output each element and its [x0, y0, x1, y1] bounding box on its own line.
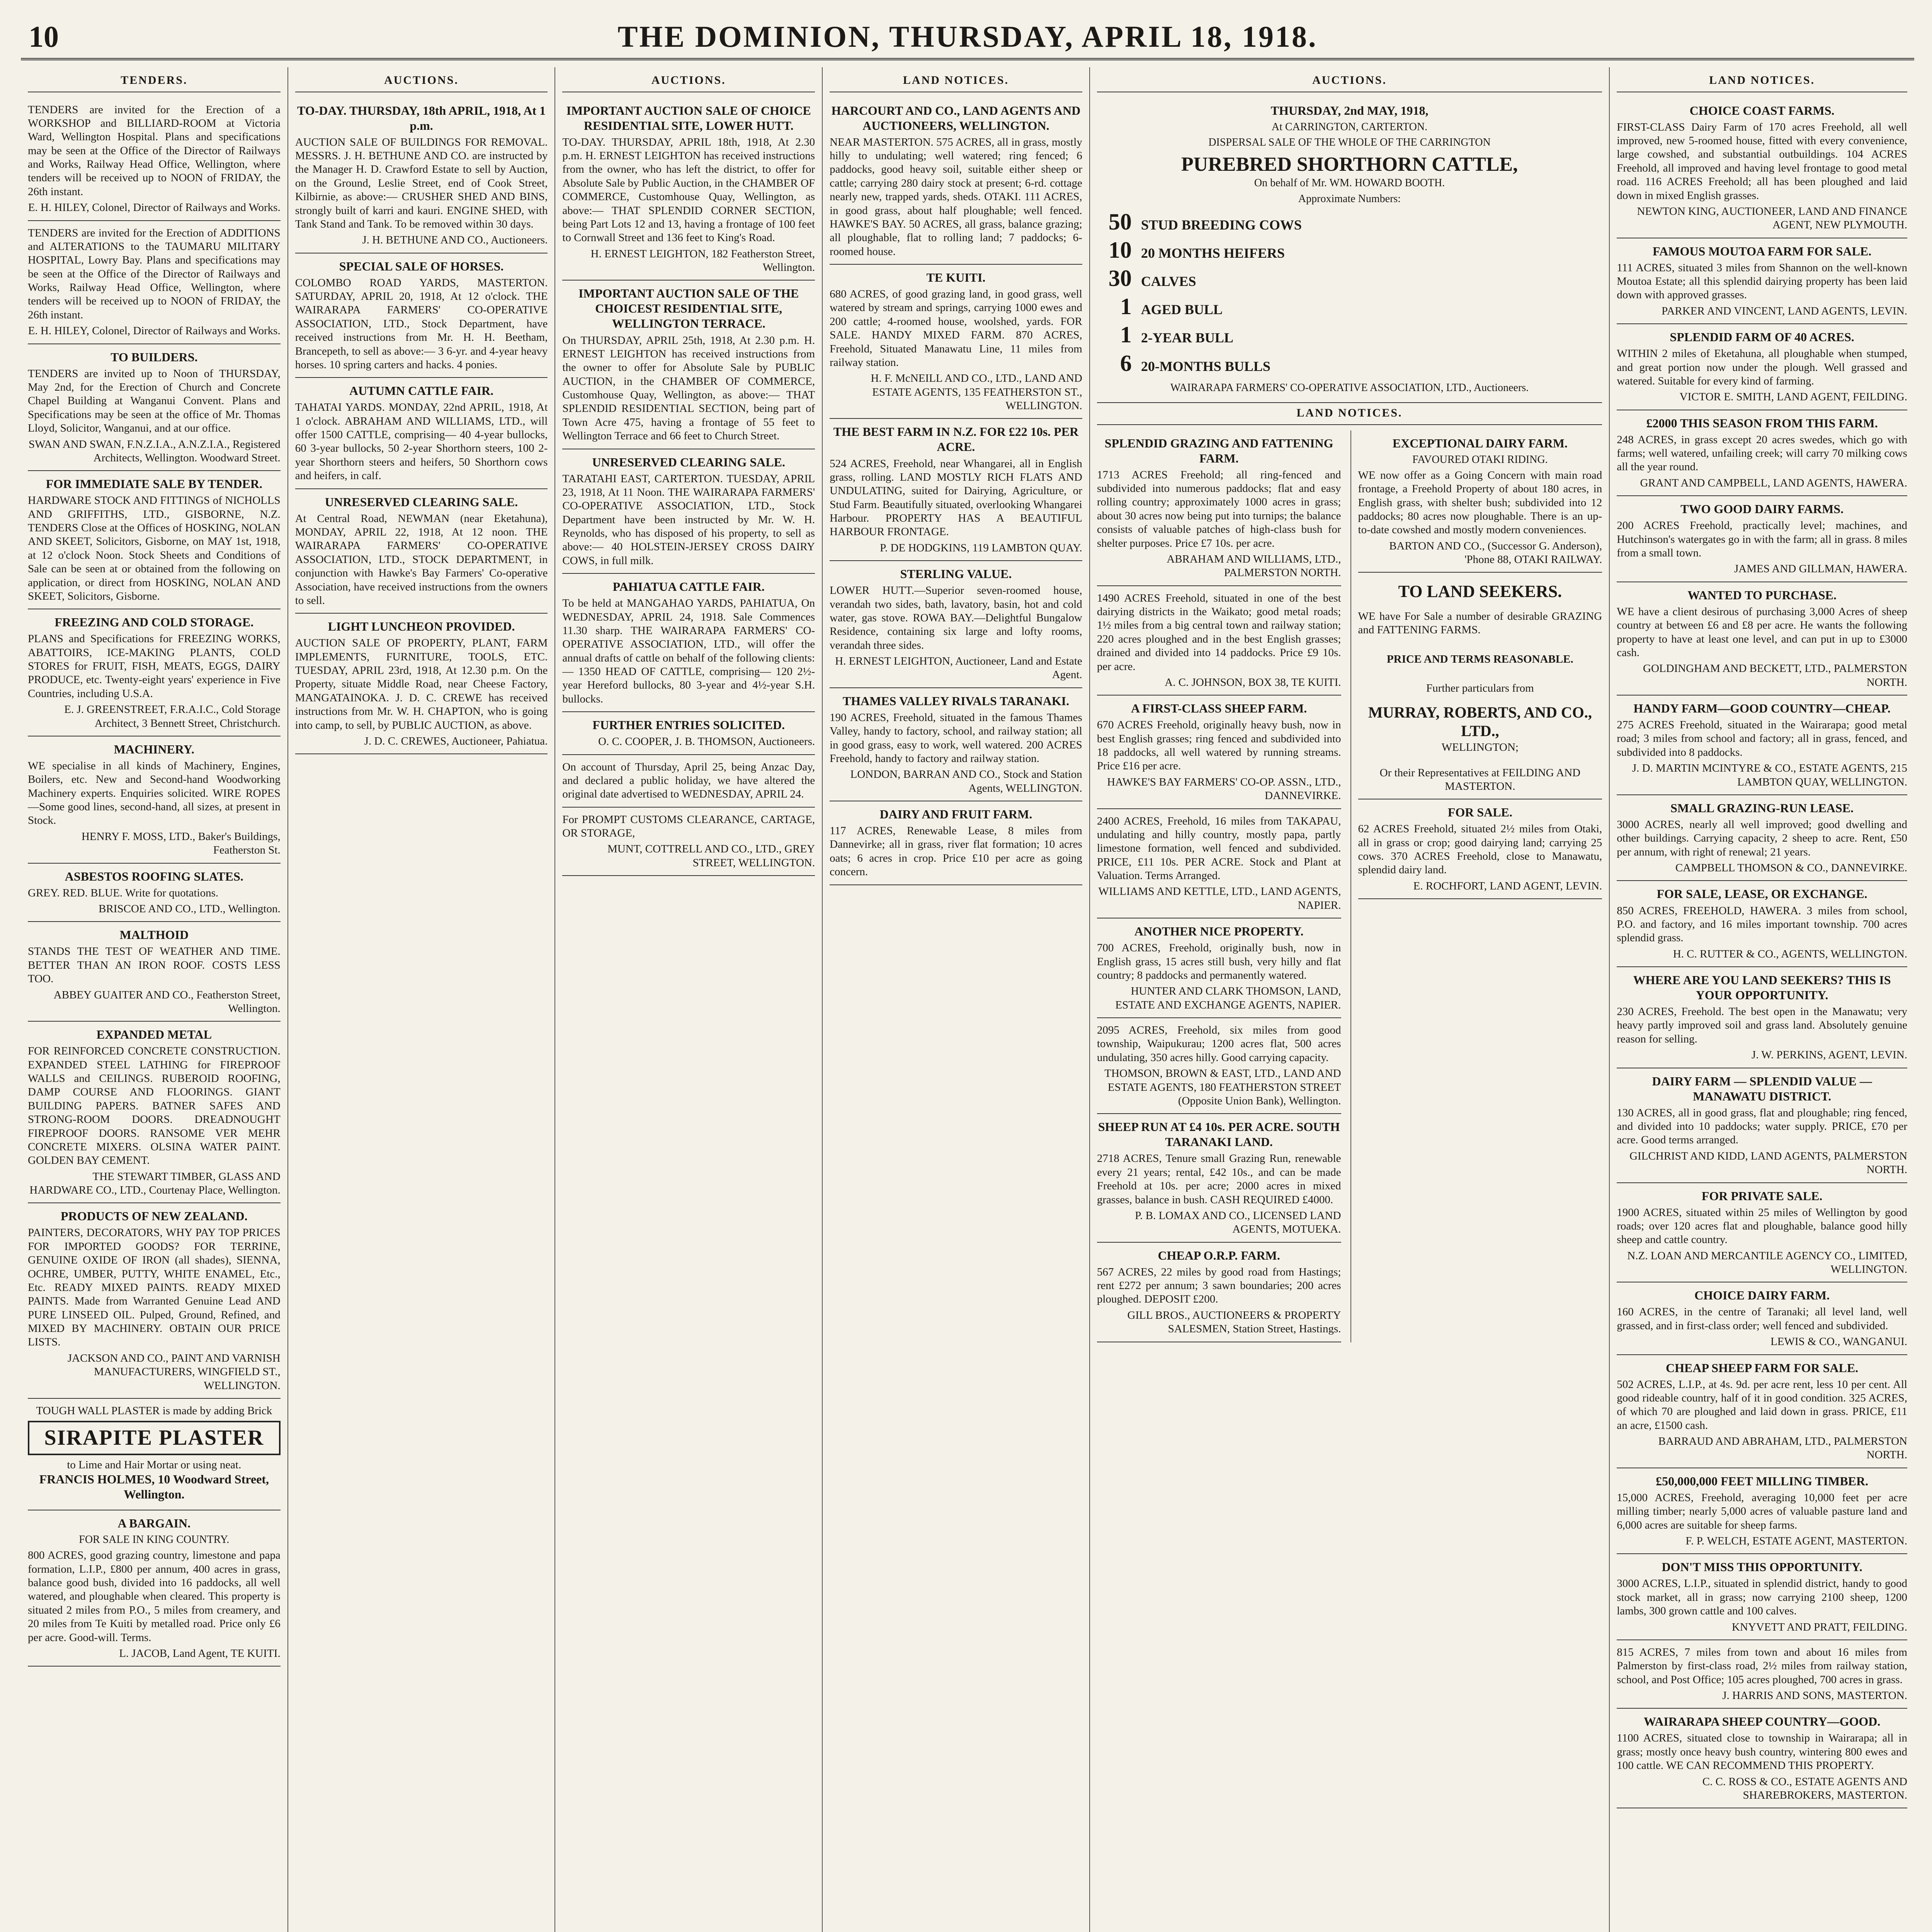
ad-body: At Central Road, NEWMAN (near Eketahuna), MONDAY, APRIL 22, 1918, At 12 noon. THE WAIRARAPA FARMERS' CO-OPERATIVE ASSOCIATION, LTD., STOCK DEPARTMENT, in conjunction with Hawke's Bay Farmers' Co-operative Association, have received instructions from the owners to sell. — [295, 512, 548, 607]
ad-body: 1100 ACRES, situated close to township in Wairarapa; all in grass; mostly once heavy bush country, wintering 800 ewes and 100 cattle. WE CAN RECOMMEND THIS PROPERTY. — [1617, 1732, 1907, 1772]
exceptional-dairy-ad — [1358, 430, 1602, 573]
advertisement — [830, 561, 1082, 688]
ad-signature: LEWIS & CO., WANGANUI. — [1770, 1335, 1907, 1348]
ad-title: CHEAP SHEEP FARM FOR SALE. — [1666, 1361, 1859, 1375]
shorthorn-sale-ad — [1097, 98, 1602, 403]
plaster-pre: TOUGH WALL PLASTER is made by adding Brick — [36, 1404, 272, 1417]
advertisement — [1097, 1018, 1341, 1114]
advertisement — [1097, 809, 1341, 919]
ad-title: ANOTHER NICE PROPERTY. — [1134, 924, 1304, 939]
ad-signature: O. C. COOPER, J. B. THOMSON, Auctioneers. — [598, 735, 815, 748]
ad-title: AUTUMN CATTLE FAIR. — [349, 384, 494, 398]
ad-signature: C. C. ROSS & CO., ESTATE AGENTS AND SHAREBROKERS, MASTERTON. — [1702, 1775, 1907, 1801]
herd-label: 20-MONTHS BULLS — [1141, 358, 1270, 374]
herd-item — [1097, 208, 1602, 236]
advertisement — [562, 449, 815, 574]
advertisement — [28, 1022, 281, 1203]
column-heading: TENDERS. — [28, 70, 281, 92]
for-sale-title: FOR SALE. — [1447, 805, 1512, 820]
ad-body: On THURSDAY, APRIL 25th, 1918, At 2.30 p.m. H. ERNEST LEIGHTON has received instructions from the owner to offer for Absolute Sale by PUBLIC AUCTION, in the CHAMBER OF COMMERCE, Customhouse Quay, Wellington, as above:— THAT SPLENDID RESIDENTIAL SECTION, being part of Town Acre 475, having a frontage of 55 feet to Wellington Terrace and 66 feet to Church Street. — [562, 334, 815, 442]
ad-signature: BARRAUD AND ABRAHAM, LTD., PALMERSTON NORTH. — [1658, 1435, 1907, 1461]
herd-count: 1 — [1120, 322, 1132, 348]
ad-title: FOR PRIVATE SALE. — [1701, 1189, 1823, 1203]
herd-count: 1 — [1120, 294, 1132, 320]
ad-signature: PARKER AND VINCENT, LAND AGENTS, LEVIN. — [1662, 304, 1907, 317]
ad-title: £50,000,000 FEET MILLING TIMBER. — [1656, 1474, 1869, 1488]
exceptional-sub: FAVOURED OTAKI RIDING. — [1412, 453, 1548, 466]
ad-title: SPECIAL SALE OF HORSES. — [339, 259, 504, 273]
ad-signature: CAMPBELL THOMSON & CO., DANNEVIRKE. — [1675, 862, 1907, 874]
advertisement — [1097, 1243, 1341, 1342]
ad-body: 670 ACRES Freehold, originally heavy bush, now in best English grasses; ring fenced and subdivided into 18 paddocks, all well watered by running streams. Price £16 per acre. — [1097, 719, 1341, 772]
ad-body: 850 ACRES, FREEHOLD, HAWERA. 3 miles from school, P.O. and factory, and 16 miles important township. 700 acres splendid grass. — [1617, 904, 1907, 944]
column-land-notices-1 — [823, 67, 1090, 1932]
advertisement — [1617, 1640, 1907, 1709]
ad-body: 1490 ACRES Freehold, situated in one of the best dairying districts in the Waikato; good metal roads; 1½ miles from a big central town and railway station; 220 acres ploughed and in the best English grasses; drained and divided into 14 paddocks. Price £9 10s. per acre. — [1097, 592, 1341, 673]
column-heading: AUCTIONS. — [562, 70, 815, 92]
ad-signature: H. ERNEST LEIGHTON, 182 Featherston Street, Wellington. — [590, 247, 815, 274]
ad-title: CHOICE COAST FARMS. — [1689, 103, 1835, 117]
ad-body: 160 ACRES, in the centre of Taranaki; all level land, well grassed, and in first-class order; well fenced and subdivided. — [1617, 1306, 1907, 1332]
ad-signature: E. H. HILEY, Colonel, Director of Railways and Works. — [28, 325, 281, 337]
ad-title: SHEEP RUN AT £4 10s. PER ACRE. SOUTH TARANAKI LAND. — [1098, 1120, 1340, 1149]
ad-body: 680 ACRES, of good grazing land, in good grass, well watered by stream and springs, carrying 1000 ewes and 200 cattle; 4-roomed house, woolshed, yards. FOR SALE. HANDY MIXED FARM. 870 ACRES, Freehold, Situated Manawatu Line, 11 miles from railway station. — [830, 288, 1082, 369]
ad-signature: HAWKE'S BAY FARMERS' CO-OP. ASSN., LTD., DANNEVIRKE. — [1107, 776, 1341, 802]
advertisement — [295, 614, 548, 754]
ad-title: WHERE ARE YOU LAND SEEKERS? THIS IS YOUR OPPORTUNITY. — [1633, 973, 1891, 1002]
ad-signature: HUNTER AND CLARK THOMSON, LAND, ESTATE AND EXCHANGE AGENTS, NAPIER. — [1115, 985, 1341, 1011]
ad-title: THAMES VALLEY RIVALS TARANAKI. — [842, 694, 1070, 708]
herd-signature: WAIRARAPA FARMERS' CO-OPERATIVE ASSOCIATION, LTD., Auctioneers. — [1170, 381, 1529, 394]
column-auctions-1 — [288, 67, 556, 1932]
ad-signature: F. P. WELCH, ESTATE AGENT, MASTERTON. — [1685, 1535, 1907, 1547]
ad-body: 2400 ACRES, Freehold, 16 miles from TAKAPAU, undulating and hilly country, mostly papa, partly limestone formation, well fenced and subdivided. PRICE, £11 10s. PER ACRE. Stock and Plant at Valuation. Terms Arranged. — [1097, 815, 1341, 882]
ad-signature: JACKSON AND CO., PAINT AND VARNISH MANUFACTURERS, WINGFIELD ST., WELLINGTON. — [67, 1352, 281, 1392]
advertisement — [1617, 881, 1907, 967]
herd-dispersal: DISPERSAL SALE OF THE WHOLE OF THE CARRINGTON — [1208, 136, 1491, 148]
ad-body: 1900 ACRES, situated within 25 miles of Wellington by good roads; over 120 acres flat and ploughable, balance good hilly sheep and cattle country. — [1617, 1206, 1907, 1246]
ad-title: £2000 THIS SEASON FROM THIS FARM. — [1646, 416, 1878, 430]
plaster-post: to Lime and Hair Mortar or using neat. — [67, 1458, 242, 1471]
advertisement — [562, 281, 815, 449]
ad-title: TE KUITI. — [926, 270, 986, 285]
advertisement — [1617, 795, 1907, 881]
ad-body: For PROMPT CUSTOMS CLEARANCE, CARTAGE, OR STORAGE, — [562, 813, 815, 840]
advertisement — [562, 574, 815, 712]
herd-count: 30 — [1108, 265, 1132, 291]
masthead — [21, 12, 1914, 60]
ad-signature: J. D. MARTIN MCINTYRE & CO., ESTATE AGENTS, 215 LAMBTON QUAY, WELLINGTON. — [1632, 762, 1907, 788]
ad-body: 117 ACRES, Renewable Lease, 8 miles from Dannevirke; all in grass, river flat formation; 10 acres oats; 6 acres in crop. Price £10 per acre as going concern. — [830, 825, 1082, 878]
advertisement — [1617, 582, 1907, 696]
herd-date: THURSDAY, 2nd MAY, 1918, — [1270, 103, 1429, 117]
advertisement — [1097, 696, 1341, 809]
advertisement — [28, 221, 281, 344]
ad-signature: J. W. PERKINS, AGENT, LEVIN. — [1751, 1049, 1907, 1061]
advertisement — [295, 253, 548, 378]
ad-body: PLANS and Specifications for FREEZING WORKS, ABATTOIRS, ICE-MAKING PLANTS, COLD STORES for FRUIT, FISH, MEATS, EGGS, DAIRY PRODUCE, etc. Twenty-eight years' experience in Five Countries, including U.S.A. — [28, 633, 281, 700]
ad-body: HARDWARE STOCK AND FITTINGS of NICHOLLS AND GRIFFITHS, LTD., GISBORNE, N.Z. TENDERS Close at the Offices of HOSKING, NOLAN AND SKEET, Solicitors, Gisborne, on MAY 1st, 1918, at 12 o'clock Noon. Stock Sheets and Conditions of Sale can be seen at or obtained from the following on application, or direct from HOSKING, NOLAN AND SKEET, Solicitors, Gisborne. — [28, 494, 281, 602]
bargain-body: 800 ACRES, good grazing country, limestone and papa formation, L.I.P., £800 per annum, 400 acres in grass, balance good bush, divided into 16 paddocks, all well watered, and ploughable when cleared. This property is situated 2 miles from P.O., 5 miles from creamery, and 20 miles from Te Kuiti by metalled road. Price only £6 per acre. Good-will. Terms. — [28, 1549, 281, 1644]
advertisement — [562, 712, 815, 755]
ad-signature: ABRAHAM AND WILLIAMS, LTD., PALMERSTON NORTH. — [1167, 553, 1341, 579]
advertisement — [1617, 1068, 1907, 1183]
advertisement — [28, 736, 281, 864]
ad-body: NEAR MASTERTON. 575 ACRES, all in grass, mostly hilly to undulating; well watered; ring fenced; 6 paddocks, good heavy soil, suitable either sheep or cattle; carrying 280 dairy stock at present; 6-rd. cottage nearly new, trapped yards, sheds. OTAKI. 111 ACRES, in good grass, about half ploughable; well fenced. HAWKE'S BAY. 50 ACRES, all grass, balance grazing; all ploughable, flat to rolling land; 7 paddocks; 6-roomed house. — [830, 136, 1082, 258]
split-area — [1097, 430, 1602, 1342]
ad-title: SPLENDID FARM OF 40 ACRES. — [1670, 330, 1854, 344]
herd-item — [1097, 349, 1602, 378]
herd-item — [1097, 321, 1602, 349]
herd-approx: Approximate Numbers: — [1298, 192, 1401, 205]
ad-signature: A. C. JOHNSON, BOX 38, TE KUITI. — [1165, 676, 1341, 689]
ad-title: ASBESTOS ROOFING SLATES. — [65, 869, 243, 883]
ad-body: FIRST-CLASS Dairy Farm of 170 acres Freehold, all well improved, new 5-roomed house, fitted with every convenience, large cowshed, and substantial outbuildings. 104 ACRES Freehold, all improved and having level frontage to good metal road. 116 ACRES Freehold; all has been ploughed and laid down in mixed English grasses. — [1617, 121, 1907, 202]
ad-signature: SWAN AND SWAN, F.N.Z.I.A., A.N.Z.I.A., Registered Architects, Wellington. Woodward Street. — [28, 438, 281, 464]
ad-title: MACHINERY. — [114, 742, 195, 756]
herd-list — [1097, 208, 1602, 378]
ad-title: EXPANDED METAL — [96, 1027, 212, 1042]
ad-title: UNRESERVED CLEARING SALE. — [325, 495, 518, 509]
plaster-ad — [28, 1399, 281, 1510]
ad-body: TO-DAY. THURSDAY, APRIL 18th, 1918, At 2.30 p.m. H. ERNEST LEIGHTON has received instructions from the owner, who has left the district, to offer for Absolute Sale by Public Auction, in the CHAMBER OF COMMERCE, Customhouse Quay, Wellington, as above:— THAT SPLENDID CORNER SECTION, being Part Lots 12 and 13, having a frontage of 100 feet to Cornwall Street and 136 feet to King's Road. — [562, 136, 815, 244]
page-number: 10 — [29, 20, 59, 53]
ad-signature: E. H. HILEY, Colonel, Director of Railways and Works. — [28, 201, 281, 214]
ad-title: LIGHT LUNCHEON PROVIDED. — [328, 619, 515, 634]
ad-body: LOWER HUTT.—Superior seven-roomed house, verandah two sides, bath, lavatory, basin, hot and cold water, gas stove. ROWA BAY.—Delightful Bungalow Residence, containing six large and lofty rooms, verandah three sides. — [830, 584, 1082, 651]
ad-signature: KNYVETT AND PRATT, FEILDING. — [1731, 1621, 1907, 1633]
ad-body: 190 ACRES, Freehold, situated in the famous Thames Valley, handy to factory, school, and railway station; all in good grass, easy to work, well watered. 200 ACRES Freehold, handy to factory and railway station. — [830, 711, 1082, 765]
ad-title: IMPORTANT AUCTION SALE OF CHOICE RESIDENTIAL SITE, LOWER HUTT. — [566, 103, 811, 133]
ad-title: WANTED TO PURCHASE. — [1687, 588, 1837, 602]
column-auctions-2 — [555, 67, 823, 1932]
ad-list — [295, 98, 548, 755]
plaster-maker: FRANCIS HOLMES, 10 Woodward Street, Wellington. — [39, 1472, 269, 1502]
ad-body: WE specialise in all kinds of Machinery, Engines, Boilers, etc. New and Second-hand Woodworking Machinery experts. Enquiries solicited. WIRE ROPES—Some good lines, second-hand, all sizes, at present in Stock. — [28, 759, 281, 827]
ad-body: TENDERS are invited for the Erection of a WORKSHOP and BILLIARD-ROOM at Victoria Ward, Wellington Hospital. Plans and specifications may be seen at the Office of the Director of Railways and Works, Railway Head Office, Wellington, where tenders will be received up to NOON of FRIDAY, the 26th instant. — [28, 103, 281, 198]
ad-signature: BRISCOE AND CO., LTD., Wellington. — [99, 903, 281, 915]
ad-body: TENDERS are invited up to Noon of THURSDAY, May 2nd, for the Erection of Church and Concrete Chapel Building at Wanganui Convent. Plans and Specifications may be seen at the office of Mr. Thomas Lloyd, Solicitor, Wanganui, and at our office. — [28, 367, 281, 435]
ad-body: 815 ACRES, 7 miles from town and about 16 miles from Palmerston by first-class road, 2½ miles from railway station, school, and Post Office; 105 acres ploughed, 700 acres in grass. — [1617, 1646, 1907, 1686]
advertisement — [1617, 238, 1907, 325]
advertisement — [1617, 410, 1907, 497]
bargain-title: A BARGAIN. — [117, 1516, 191, 1531]
ad-signature: H. F. McNEILL AND CO., LTD., LAND AND ESTATE AGENTS, 135 FEATHERSTON ST., WELLINGTON. — [871, 372, 1082, 412]
ad-title: IMPORTANT AUCTION SALE OF THE CHOICEST RESIDENTIAL SITE, WELLINGTON TERRACE. — [578, 286, 799, 331]
ad-signature: JAMES AND GILLMAN, HAWERA. — [1734, 563, 1907, 575]
ad-title: TO BUILDERS. — [111, 350, 198, 364]
ad-body: AUCTION SALE OF PROPERTY, PLANT, FARM IMPLEMENTS, FURNITURE, TOOLS, ETC. TUESDAY, APRIL 23rd, 1918, At 12.30 p.m. On the Property, situate Middle Road, near Cheese Factory, MANGATAINOKA. J. D. C. CREWE has received instructions from Mr. W. H. CHAPTON, who is going into camp, to sell, by PUBLIC AUCTION, as above. — [295, 637, 548, 731]
ad-body: 3000 ACRES, L.I.P., situated in splendid district, handy to good stock market, all in grass; now carrying 2100 sheep, 1200 lambs, 300 grown cattle and 100 calves. — [1617, 1577, 1907, 1617]
column-auctions-land — [1090, 67, 1610, 1932]
herd-item — [1097, 264, 1602, 293]
ad-body: 230 ACRES, Freehold. The best open in the Manawatu; very heavy partly improved soil and grass land. Absolutely genuine reason for selling. — [1617, 1005, 1907, 1045]
ad-body: TAHATAI YARDS. MONDAY, 22nd APRIL, 1918, At 1 o'clock. ABRAHAM AND WILLIAMS, LTD., will offer 1500 CATTLE, comprising— 40 4-year bullocks, 60 3-year bullocks, 50 2-year Shorthorn steers, 100 2-year Shorthorn steers and heifers, 50 Shorthorn cows and heifers, in calf. — [295, 401, 548, 482]
ad-title: FAMOUS MOUTOA FARM FOR SALE. — [1652, 244, 1872, 258]
column-heading: AUCTIONS. — [295, 70, 548, 92]
ad-signature: J. D. C. CREWES, Auctioneer, Pahiatua. — [364, 735, 548, 747]
exceptional-body: WE now offer as a Going Concern with main road frontage, a Freehold Property of about 180 acres, in English grass, with shelter bush; subdivided into 12 paddocks; 80 acres now ploughable. There is an up-to-date cowshed and mostly modern conveniences. — [1358, 469, 1602, 536]
ad-title: MALTHOID — [119, 928, 189, 942]
advertisement — [295, 98, 548, 253]
ad-signature: H. ERNEST LEIGHTON, Auctioneer, Land and Estate Agent. — [835, 655, 1082, 681]
ad-signature: H. C. RUTTER & CO., AGENTS, WELLINGTON. — [1673, 947, 1907, 960]
ad-title: HARCOURT AND CO., LAND AGENTS AND AUCTIONEERS, WELLINGTON. — [831, 103, 1081, 133]
column-tenders — [21, 67, 288, 1932]
ad-signature: J. H. BETHUNE AND CO., Auctioneers. — [362, 234, 548, 247]
ad-body: 567 ACRES, 22 miles by good road from Hastings; rent £272 per annum; 3 sawn boundaries; 200 acres ploughed. DEPOSIT £200. — [1097, 1265, 1341, 1306]
ad-title: DAIRY AND FRUIT FARM. — [879, 807, 1032, 821]
herd-label: STUD BREEDING COWS — [1141, 217, 1302, 233]
ad-signature: LONDON, BARRAN AND CO., Stock and Station Agents, WELLINGTON. — [850, 768, 1082, 794]
land-seekers-ad — [1358, 573, 1602, 799]
ad-body: GREY. RED. BLUE. Write for quotations. — [28, 886, 219, 899]
ad-title: SMALL GRAZING-RUN LEASE. — [1670, 801, 1854, 815]
ad-title: UNRESERVED CLEARING SALE. — [592, 455, 785, 469]
ad-list — [830, 98, 1082, 885]
right-subcolumn — [1350, 430, 1602, 1342]
herd-count: 10 — [1108, 237, 1132, 263]
ad-title: PAHIATUA CATTLE FAIR. — [612, 580, 765, 594]
bargain-signature: L. JACOB, Land Agent, TE KUITI. — [119, 1647, 281, 1660]
columns — [21, 67, 1914, 1932]
advertisement — [1097, 1114, 1341, 1242]
ad-title: A FIRST-CLASS SHEEP FARM. — [1131, 701, 1307, 716]
ad-body: WE have a client desirous of purchasing 3,000 Acres of sheep country at between £6 and £8 per acre. He wants the following property to have at least one level, and can put in up to £3000 cash. — [1617, 605, 1907, 659]
ad-title: THE BEST FARM IN N.Z. FOR £22 10s. PER ACRE. — [833, 425, 1079, 454]
ad-body: 200 ACRES Freehold, practically level; machines, and Hutchinson's watergates go in with the farm; all in grass. 8 miles from a small town. — [1617, 519, 1907, 559]
ad-title: PRODUCTS OF NEW ZEALAND. — [61, 1209, 248, 1223]
seekers-representatives: Or their Representatives at FEILDING AND MASTERTON. — [1379, 766, 1581, 793]
advertisement — [28, 922, 281, 1022]
ad-body: 15,000 ACRES, Freehold, averaging 10,000 feet per acre milling timber; nearly 5,000 acres of valuable pasture land and 6,000 acres are suitable for sheep farms. — [1617, 1491, 1907, 1531]
advertisement — [1617, 1282, 1907, 1355]
herd-count: 50 — [1108, 209, 1132, 235]
advertisement — [562, 755, 815, 808]
ad-body: To be held at MANGAHAO YARDS, PAHIATUA, On WEDNESDAY, APRIL 24, 1918. Sale Commences 11.30 sharp. THE WAIRARAPA FARMERS' CO-OPERATIVE ASSOCIATION, LTD., will offer the annual drafts of cattle on behalf of the following clients:— 1350 HEAD OF CATTLE, comprising— 120 2½-year Hereford bullocks, 80 3-year and 4½-year S.H. bullocks. — [562, 597, 815, 705]
ad-title: CHEAP O.R.P. FARM. — [1158, 1248, 1280, 1262]
ad-signature: J. HARRIS AND SONS, MASTERTON. — [1722, 1689, 1907, 1702]
ad-body: 248 ACRES, in grass except 20 acres swedes, which go with farms; well watered, unfailing creek; will carry 70 milking cows all the year round. — [1617, 433, 1907, 473]
ad-body: 130 ACRES, all in good grass, flat and ploughable; ring fenced, and divided into 10 paddocks; water supply. PRICE, £70 per acre. Good terms arranged. — [1617, 1106, 1907, 1146]
advertisement — [1617, 324, 1907, 410]
ad-body: AUCTION SALE OF BUILDINGS FOR REMOVAL. MESSRS. J. H. BETHUNE AND CO. are instructed by the Manager H. D. Crawford Estate to sell by Auction, on the Ground, Leslie Street, end of Cook Street, Kilbirnie, as above:— CRUSHER SHED AND BINS, strongly built of karri and kauri. ENGINE SHED, with Tank Stand and Tank. To be removed within 30 days. — [295, 136, 548, 230]
seekers-body: WE have For Sale a number of desirable GRAZING and FATTENING FARMS. — [1358, 610, 1602, 636]
advertisement — [1097, 586, 1341, 696]
ad-body: On account of Thursday, April 25, being Anzac Day, and declared a public holiday, we have altered the original date advertised to WEDNESDAY, APRIL 24. — [562, 760, 815, 801]
exceptional-signature: BARTON AND CO., (Successor G. Anderson), 'Phone 88, OTAKI RAILWAY. — [1389, 539, 1602, 566]
ad-body: TARATAHI EAST, CARTERTON. TUESDAY, APRIL 23, 1918, At 11 Noon. THE WAIRARAPA FARMERS' CO-OPERATIVE ASSOCIATION, LTD., Stock Department have been instructed by Mr. W. H. Reynolds, who has disposed of his property, to sell as above:— 40 HOLSTEIN-JERSEY CROSS DAIRY COWS, in full milk. — [562, 472, 815, 567]
ad-signature: WILLIAMS AND KETTLE, LTD., LAND AGENTS, NAPIER. — [1098, 885, 1341, 912]
ad-body: 275 ACRES Freehold, situated in the Wairarapa; good metal road; 3 miles from school and factory; all in grass, fenced, and subdivided into 8 paddocks. — [1617, 719, 1907, 759]
advertisement — [830, 688, 1082, 801]
advertisement — [830, 801, 1082, 885]
ad-body: 502 ACRES, L.I.P., at 4s. 9d. per acre rent, less 10 per cent. All good rideable country, half of it in good condition. 325 ACRES, of which 70 are ploughed and laid down in grass. PRICE, £11 an acre, £1500 cash. — [1617, 1378, 1907, 1432]
ad-list — [562, 98, 815, 876]
advertisement — [1617, 496, 1907, 582]
ad-signature: MUNT, COTTRELL AND CO., LTD., GREY STREET, WELLINGTON. — [607, 843, 815, 869]
column-land-notices-2 — [1610, 67, 1914, 1932]
ad-signature: THE STEWART TIMBER, GLASS AND HARDWARE CO., LTD., Courtenay Place, Wellington. — [29, 1170, 281, 1197]
for-sale-body: 62 ACRES Freehold, situated 2½ miles from Otaki, all in grass or crop; good dairying land; carrying 25 cows. 370 ACRES Freehold, close to Manawatu, splendid dairy land. — [1358, 823, 1602, 876]
advertisement — [295, 378, 548, 489]
ad-body: 1713 ACRES Freehold; all ring-fenced and subdivided into numerous paddocks; flat and easy rolling country; approximately 1000 acres in grass; about 30 acres now being put into turnips; the balance consists of valuable patches of high-class bush for shelter purposes. Price £7 10s. per acre. — [1097, 468, 1341, 549]
ad-body: STANDS THE TEST OF WEATHER AND TIME. BETTER THAN AN IRON ROOF. COSTS LESS TOO. — [28, 945, 281, 985]
advertisement — [1617, 1709, 1907, 1808]
seekers-place: WELLINGTON; — [1441, 741, 1519, 754]
ad-signature: GOLDINGHAM AND BECKETT, LTD., PALMERSTON NORTH. — [1643, 662, 1907, 689]
ad-title: TO-DAY. THURSDAY, 18th APRIL, 1918, At 1 p.m. — [297, 103, 546, 133]
ad-signature: E. J. GREENSTREET, F.R.A.I.C., Cold Storage Architect, 3 Bennett Street, Christchurch. — [64, 703, 281, 730]
ad-body: 3000 ACRES, nearly all well improved; good dwelling and other buildings. Carrying capacity, 2 sheep to acre. Rent, £50 per annum, with right of renewal; 21 years. — [1617, 818, 1907, 858]
ad-list — [1617, 98, 1907, 1809]
herd-item — [1097, 236, 1602, 264]
ad-signature: ABBEY GUAITER AND CO., Featherston Street, Wellington. — [53, 988, 281, 1015]
ad-signature: HENRY F. MOSS, LTD., Baker's Buildings, Featherston St. — [81, 830, 281, 857]
ad-body: 2095 ACRES, Freehold, six miles from good township, Waipukurau; 1200 acres flat, 500 acres undulating, 350 acres hilly. Good carrying capacity. — [1097, 1024, 1341, 1064]
ad-signature: GILCHRIST AND KIDD, LAND AGENTS, PALMERSTON NORTH. — [1629, 1150, 1907, 1176]
ad-body: FOR REINFORCED CONCRETE CONSTRUCTION. EXPANDED STEEL LATHING for FIREPROOF WALLS and CEILINGS. RUBEROID ROOFING, DAMP COURSE AND FLOORINGS. GIANT BUILDING PAPERS. BATNER SAFES AND STRONG-ROOM DOORS. DREADNOUGHT FIREPROOF DOORS. RANSOME VER MEHR CONCRETE MIXERS. OLSINA WATER PAINT. GOLDEN BAY CEMENT. — [28, 1045, 281, 1167]
herd-label: CALVES — [1141, 274, 1196, 289]
ad-signature: THOMSON, BROWN & EAST, LTD., LAND AND ESTATE AGENTS, 180 FEATHERSTON STREET (Opposite Union Bank), Wellington. — [1104, 1067, 1341, 1107]
advertisement — [830, 265, 1082, 419]
herd-label: 2-YEAR BULL — [1141, 330, 1233, 346]
herd-place: At CARRINGTON, CARTERTON. — [1271, 121, 1428, 133]
plaster-brand: SIRAPITE PLASTER — [28, 1421, 281, 1455]
advertisement — [295, 489, 548, 614]
ad-signature: VICTOR E. SMITH, LAND AGENT, FEILDING. — [1679, 391, 1907, 403]
ad-body: TENDERS are invited for the Erection of ADDITIONS and ALTERATIONS to the TAUMARU MILITARY HOSPITAL, Lowry Bay. Plans and specifications may be seen at the Office of the Director of Railways and Works, Railway Head Office, Wellington, where tenders will be received up to NOON of FRIDAY, the 26th instant. — [28, 226, 281, 321]
advertisement — [28, 98, 281, 221]
ad-body: 111 ACRES, situated 3 miles from Shannon on the well-known Moutoa Estate; all this splendid dairying property has been laid down with approved grasses. — [1617, 261, 1907, 301]
ad-signature: P. DE HODGKINS, 119 LAMBTON QUAY. — [880, 541, 1082, 554]
advertisement — [830, 98, 1082, 265]
ad-body: COLOMBO ROAD YARDS, MASTERTON. SATURDAY, APRIL 20, 1918, At 12 o'clock. THE WAIRARAPA FARMERS' CO-OPERATIVE ASSOCIATION, LTD., Stock Department, have received instructions from Mr. H. H. Beetham, Brancepeth, to sell as above:— 3 6-yr. and 4-year heavy horses. 10 spring carters and hacks. 4 ponies. — [295, 276, 548, 371]
herd-count: 6 — [1120, 350, 1132, 376]
advertisement — [1617, 967, 1907, 1068]
ad-signature: GILL BROS., AUCTIONEERS & PROPERTY SALESMEN, Station Street, Hastings. — [1127, 1309, 1341, 1335]
ad-title: DAIRY FARM — SPLENDID VALUE — MANAWATU DISTRICT. — [1652, 1074, 1872, 1103]
column-heading: AUCTIONS. — [1097, 70, 1602, 92]
ad-body: PAINTERS, DECORATORS, WHY PAY TOP PRICES FOR IMPORTED GOODS? FOR TERRINE, GENUINE OXIDE OF IRON (all shades), SIENNA, OCHRE, UMBER, PUTTY, WHITE ENAMEL, Etc., Etc. READY MIXED PAINTS. READY MIXED PAINTS. Made from Warranted Genuine Lead AND PURE LINSEED OIL. Pulped, Ground, Refined, and MIXED BY MACHINERY. OBTAIN OUR PRICE LISTS. — [28, 1226, 281, 1349]
ad-list — [1097, 430, 1341, 1342]
ad-title: DON'T MISS THIS OPPORTUNITY. — [1662, 1560, 1862, 1574]
ad-signature: N.Z. LOAN AND MERCANTILE AGENCY CO., LIMITED, WELLINGTON. — [1627, 1249, 1907, 1276]
herd-item — [1097, 293, 1602, 321]
column-heading: LAND NOTICES. — [1617, 70, 1907, 92]
ad-title: FOR IMMEDIATE SALE BY TENDER. — [46, 477, 263, 491]
ad-body: 700 ACRES, Freehold, originally bush, now in English grass, 15 acres still bush, very hilly and flat country; 8 paddocks and permanently watered. — [1097, 942, 1341, 981]
advertisement — [1617, 1355, 1907, 1468]
ad-title: WAIRARAPA SHEEP COUNTRY—GOOD. — [1643, 1714, 1881, 1729]
advertisement — [1097, 430, 1341, 586]
advertisement — [562, 98, 815, 281]
advertisement — [28, 1203, 281, 1399]
herd-label: AGED BULL — [1141, 302, 1223, 318]
herd-label: 20 MONTHS HEIFERS — [1141, 245, 1285, 261]
ad-title: HANDY FARM—GOOD COUNTRY—CHEAP. — [1633, 701, 1891, 716]
advertisement — [28, 864, 281, 922]
bargain-ad — [28, 1510, 281, 1667]
advertisement — [28, 471, 281, 609]
advertisement — [830, 419, 1082, 561]
ad-title: SPLENDID GRAZING AND FATTENING FARM. — [1104, 436, 1333, 465]
exceptional-title: EXCEPTIONAL DAIRY FARM. — [1392, 436, 1568, 450]
ad-body: 524 ACRES, Freehold, near Whangarei, all in English grass, rolling. LAND MOSTLY RICH FLATS AND UNDULATING, suited for Dairying, Agriculture, or Stud Farm. Beautifully situated, overlooking Whangarei Harbour. PROPERTY HAS A BEAUTIFUL HARBOUR FRONTAGE. — [830, 457, 1082, 538]
ad-list — [28, 98, 281, 1399]
newspaper-page — [21, 12, 1914, 1932]
advertisement — [562, 808, 815, 876]
for-sale-ad — [1358, 799, 1602, 899]
advertisement — [28, 344, 281, 471]
ad-title: FURTHER ENTRIES SOLICITED. — [592, 718, 785, 732]
for-sale-signature: E. ROCHFORT, LAND AGENT, LEVIN. — [1413, 879, 1602, 892]
advertisement — [1617, 1554, 1907, 1640]
advertisement — [1617, 1468, 1907, 1554]
land-notices-heading: LAND NOTICES. — [1097, 403, 1602, 425]
newspaper-title: THE DOMINION, THURSDAY, APRIL 18, 1918. — [617, 20, 1318, 53]
column-heading: LAND NOTICES. — [830, 70, 1082, 92]
herd-title: PUREBRED SHORTHORN CATTLE, — [1181, 153, 1518, 175]
ad-body: 2718 ACRES, Tenure small Grazing Run, renewable every 21 years; rental, £42 10s., and can be made Freehold at 10s. per acre; 2000 acres in mixed grasses, balance in bush. CASH REQUIRED £4000. — [1097, 1152, 1341, 1206]
ad-signature: P. B. LOMAX AND CO., LICENSED LAND AGENTS, MOTUEKA. — [1135, 1209, 1341, 1236]
ad-signature: GRANT AND CAMPBELL, LAND AGENTS, HAWERA. — [1640, 476, 1907, 489]
ad-title: STERLING VALUE. — [900, 567, 1012, 581]
ad-title: TWO GOOD DAIRY FARMS. — [1680, 502, 1844, 516]
seekers-title: TO LAND SEEKERS. — [1398, 582, 1562, 601]
advertisement — [1617, 98, 1907, 238]
ad-body: WITHIN 2 miles of Eketahuna, all ploughable when stumped, and great portion now under the plough. Well grassed and watered. Suitable for every kind of farming. — [1617, 347, 1907, 387]
seekers-agent: MURRAY, ROBERTS, AND CO., LTD., — [1368, 703, 1592, 740]
seekers-further: Further particulars from — [1426, 682, 1534, 695]
advertisement — [1097, 918, 1341, 1018]
advertisement — [1617, 696, 1907, 795]
advertisement — [28, 609, 281, 736]
ad-title: FOR SALE, LEASE, OR EXCHANGE. — [1656, 887, 1867, 901]
advertisement — [1617, 1183, 1907, 1283]
seekers-price: PRICE AND TERMS REASONABLE. — [1386, 653, 1573, 665]
ad-signature: NEWTON KING, AUCTIONEER, LAND AND FINANCE AGENT, NEW PLYMOUTH. — [1637, 205, 1907, 231]
herd-behalf: On behalf of Mr. WM. HOWARD BOOTH. — [1254, 177, 1445, 189]
ad-title: CHOICE DAIRY FARM. — [1694, 1288, 1830, 1303]
bargain-sub: FOR SALE IN KING COUNTRY. — [79, 1534, 230, 1546]
ad-title: FREEZING AND COLD STORAGE. — [54, 615, 254, 629]
